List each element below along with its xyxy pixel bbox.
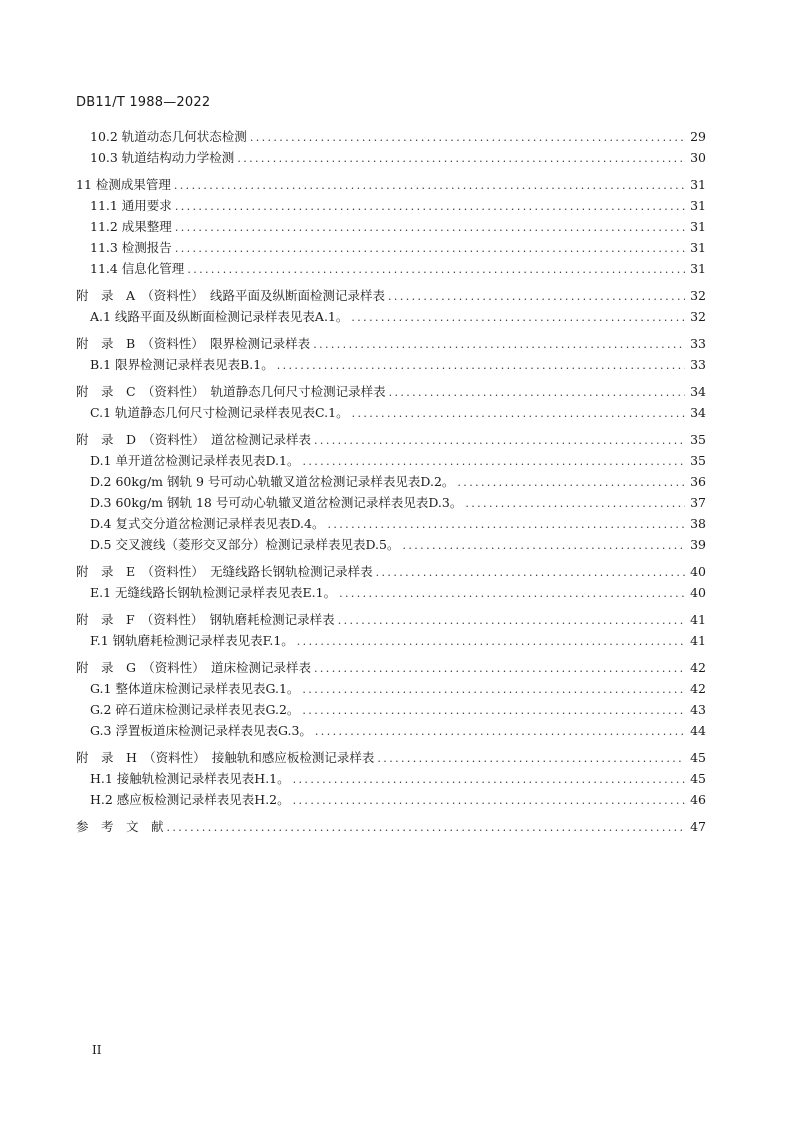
toc-entry-page: 31 (690, 219, 706, 234)
toc-entry-page: 31 (690, 198, 706, 213)
toc-entry-section[interactable] (76, 355, 706, 376)
toc-entry-page: 31 (690, 261, 706, 276)
toc-entry-page: 35 (690, 453, 706, 468)
toc-entry-title: H.2 感应板检测记录样表见表H.2。 (90, 792, 290, 807)
toc-entry-page: 37 (690, 495, 706, 510)
toc-entry-page: 40 (690, 585, 706, 600)
toc-entry-title: H.1 接触轨检测记录样表见表H.1。 (90, 771, 290, 786)
toc-entry-page: 47 (690, 819, 706, 834)
toc-dot-leader (293, 773, 685, 786)
toc-entry-page: 31 (690, 240, 706, 255)
toc-entry-section[interactable] (76, 472, 706, 493)
toc-dot-leader (250, 131, 685, 144)
toc-entry-page: 41 (690, 612, 706, 627)
toc-entry-title: A.1 线路平面及纵断面检测记录样表见表A.1。 (90, 309, 349, 324)
toc-entry-page: 39 (690, 537, 706, 552)
toc-entry-title: E.1 无缝线路长钢轨检测记录样表见表E.1。 (90, 585, 337, 600)
toc-entry-title: D.1 单开道岔检测记录样表见表D.1。 (90, 453, 300, 468)
toc-entry-title: D.3 60kg/m 钢轨 18 号可动心轨辙叉道岔检测记录样表见表D.3。 (90, 495, 463, 510)
toc-entry-title: 11 检测成果管理 (76, 177, 171, 192)
toc-entry-chapter[interactable] (76, 748, 706, 769)
toc-entry-title: 附 录 E （资料性） 无缝线路长钢轨检测记录样表 (76, 564, 373, 579)
toc-entry-title: 11.4 信息化管理 (90, 261, 185, 276)
toc-entry-section[interactable] (76, 493, 706, 514)
toc-entry-section[interactable] (76, 127, 706, 148)
toc-entry-title: 11.3 检测报告 (90, 240, 172, 255)
toc-entry-chapter[interactable] (76, 286, 706, 307)
toc-entry-page: 45 (690, 771, 706, 786)
document-code: DB11/T 1988—2022 (76, 95, 211, 110)
toc-entry-title: 11.2 成果整理 (90, 219, 172, 234)
toc-entry-section[interactable] (76, 148, 706, 169)
toc-entry-title: D.5 交叉渡线（菱形交叉部分）检测记录样表见表D.5。 (90, 537, 400, 552)
toc-dot-leader (293, 794, 685, 807)
toc-entry-section[interactable] (76, 238, 706, 259)
toc-entry-page: 41 (690, 633, 706, 648)
toc-entry-title: G.2 碎石道床检测记录样表见表G.2。 (90, 702, 300, 717)
toc-dot-leader (237, 152, 685, 165)
toc-dot-leader (402, 539, 685, 552)
toc-entry-page: 33 (690, 357, 706, 372)
toc-dot-leader (339, 587, 685, 600)
toc-entry-page: 43 (690, 702, 706, 717)
toc-entry-page: 33 (690, 336, 706, 351)
toc-dot-leader (175, 242, 685, 255)
toc-dot-leader (377, 752, 685, 765)
toc-entry-chapter[interactable] (76, 562, 706, 583)
toc-entry-title: 参 考 文 献 (76, 819, 164, 834)
toc-entry-title: 附 录 F （资料性） 钢轨磨耗检测记录样表 (76, 612, 335, 627)
toc-entry-chapter[interactable] (76, 610, 706, 631)
toc-entry-section[interactable] (76, 451, 706, 472)
toc-dot-leader (314, 662, 685, 675)
toc-dot-leader (302, 704, 685, 717)
toc-entry-section[interactable] (76, 721, 706, 742)
toc-entry-section[interactable] (76, 259, 706, 280)
toc-dot-leader (457, 476, 685, 489)
toc-dot-leader (175, 200, 685, 213)
page-number: II (92, 1043, 102, 1057)
toc-entry-page: 44 (690, 723, 706, 738)
toc-entry-section[interactable] (76, 679, 706, 700)
toc-entry-section[interactable] (76, 196, 706, 217)
toc-entry-title: 附 录 G （资料性） 道床检测记录样表 (76, 660, 311, 675)
toc-dot-leader (297, 635, 685, 648)
toc-entry-title: D.2 60kg/m 钢轨 9 号可动心轨辙叉道岔检测记录样表见表D.2。 (90, 474, 455, 489)
toc-dot-leader (277, 359, 685, 372)
toc-entry-page: 35 (690, 432, 706, 447)
toc-entry-title: 附 录 C （资料性） 轨道静态几何尺寸检测记录样表 (76, 384, 386, 399)
toc-entry-section[interactable] (76, 769, 706, 790)
toc-dot-leader (315, 725, 685, 738)
toc-entry-section[interactable] (76, 790, 706, 811)
toc-dot-leader (389, 386, 685, 399)
toc-entry-page: 40 (690, 564, 706, 579)
toc-entry-chapter[interactable] (76, 334, 706, 355)
toc-entry-title: 附 录 A （资料性） 线路平面及纵断面检测记录样表 (76, 288, 386, 303)
toc-entry-page: 36 (690, 474, 706, 489)
toc-dot-leader (313, 338, 685, 351)
toc-entry-page: 46 (690, 792, 706, 807)
toc-entry-section[interactable] (76, 514, 706, 535)
toc-dot-leader (314, 434, 685, 447)
toc-entry-page: 31 (690, 177, 706, 192)
toc-entry-chapter[interactable] (76, 382, 706, 403)
toc-entry-title: B.1 限界检测记录样表见表B.1。 (90, 357, 274, 372)
toc-dot-leader (352, 407, 685, 420)
toc-entry-page: 45 (690, 750, 706, 765)
toc-entry-page: 29 (690, 129, 706, 144)
toc-entry-chapter[interactable] (76, 430, 706, 451)
toc-dot-leader (187, 263, 685, 276)
toc-entry-page: 30 (690, 150, 706, 165)
toc-dot-leader (302, 683, 685, 696)
toc-entry-title: G.1 整体道床检测记录样表见表G.1。 (90, 681, 300, 696)
table-of-contents (76, 127, 706, 838)
toc-dot-leader (174, 179, 685, 192)
toc-entry-section[interactable] (76, 700, 706, 721)
toc-entry-section[interactable] (76, 583, 706, 604)
toc-entry-page: 32 (690, 309, 706, 324)
toc-entry-title: D.4 复式交分道岔检测记录样表见表D.4。 (90, 516, 325, 531)
toc-entry-chapter[interactable] (76, 817, 706, 838)
toc-entry-title: 附 录 D （资料性） 道岔检测记录样表 (76, 432, 312, 447)
toc-entry-title: 10.2 轨道动态几何状态检测 (90, 129, 247, 144)
toc-entry-chapter[interactable] (76, 175, 706, 196)
toc-entry-title: 附 录 B （资料性） 限界检测记录样表 (76, 336, 311, 351)
toc-dot-leader (351, 311, 685, 324)
toc-entry-title: F.1 钢轨磨耗检测记录样表见表F.1。 (90, 633, 294, 648)
toc-entry-page: 38 (690, 516, 706, 531)
toc-entry-title: G.3 浮置板道床检测记录样表见表G.3。 (90, 723, 312, 738)
toc-dot-leader (175, 221, 685, 234)
toc-entry-page: 42 (690, 681, 706, 696)
toc-entry-section[interactable] (76, 535, 706, 556)
toc-dot-leader (327, 518, 685, 531)
toc-entry-title: 11.1 通用要求 (90, 198, 172, 213)
toc-entry-section[interactable] (76, 217, 706, 238)
toc-entry-chapter[interactable] (76, 658, 706, 679)
toc-entry-page: 32 (690, 288, 706, 303)
toc-dot-leader (338, 614, 685, 627)
toc-entry-page: 42 (690, 660, 706, 675)
toc-entry-page: 34 (690, 405, 706, 420)
toc-dot-leader (465, 497, 685, 510)
toc-dot-leader (388, 290, 685, 303)
toc-entry-title: 附 录 H （资料性） 接触轨和感应板检测记录样表 (76, 750, 375, 765)
toc-entry-page: 34 (690, 384, 706, 399)
toc-entry-section[interactable] (76, 307, 706, 328)
toc-entry-section[interactable] (76, 631, 706, 652)
toc-dot-leader (167, 821, 685, 834)
toc-entry-title: C.1 轨道静态几何尺寸检测记录样表见表C.1。 (90, 405, 349, 420)
toc-dot-leader (376, 566, 685, 579)
toc-entry-section[interactable] (76, 403, 706, 424)
toc-dot-leader (302, 455, 685, 468)
toc-entry-title: 10.3 轨道结构动力学检测 (90, 150, 235, 165)
